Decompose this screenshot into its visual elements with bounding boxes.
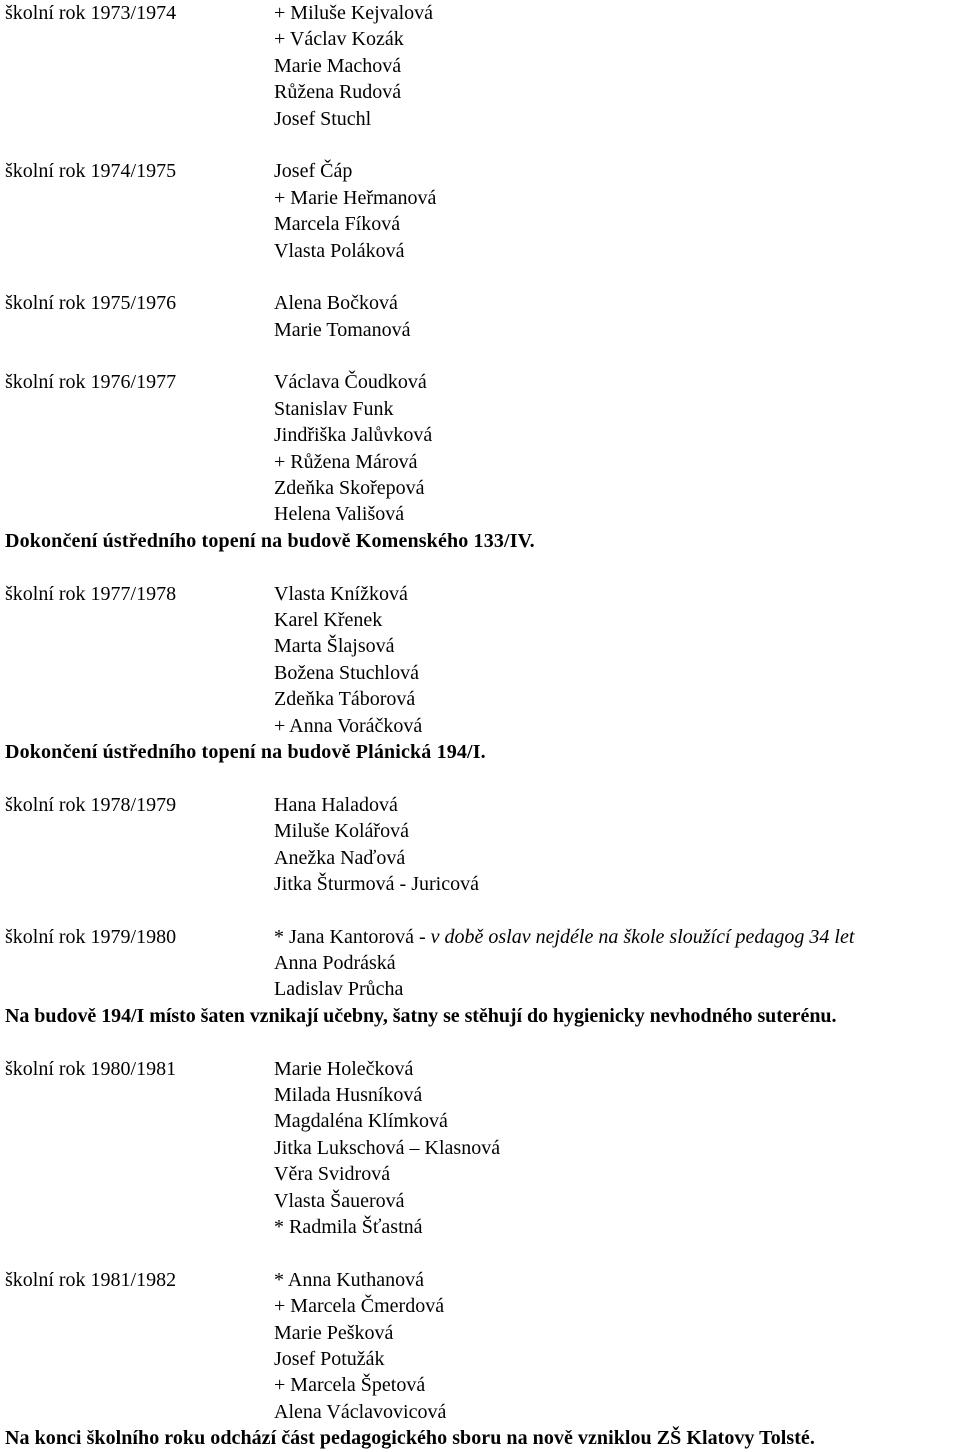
- event-note: Dokončení ústředního topení na budově Komenského 133/IV.: [5, 529, 535, 552]
- staff-name: Zdeňka Skořepová: [274, 477, 425, 500]
- school-year-label: školní rok 1980/1981: [5, 1057, 177, 1080]
- staff-list: [274, 924, 960, 1003]
- school-year-label: školní rok 1979/1980: [5, 925, 177, 948]
- school-year-label: školní rok 1976/1977: [5, 371, 177, 394]
- staff-name: * Radmila Šťastná: [274, 1215, 423, 1238]
- staff-name: Božena Stuchlová: [274, 661, 419, 684]
- event-note: Dokončení ústředního topení na budově Plánická 194/I.: [5, 740, 486, 763]
- school-year-label: školní rok 1978/1979: [5, 793, 177, 816]
- staff-name: Josef Čáp: [274, 160, 353, 183]
- staff-name: Jindřiška Jalůvková: [274, 424, 433, 447]
- staff-name: Marcela Fíková: [274, 213, 401, 236]
- school-year-label: školní rok 1977/1978: [5, 582, 177, 605]
- staff-list: [274, 792, 960, 898]
- staff-name: Marie Tomanová: [274, 318, 411, 341]
- staff-name: * Jana Kantorová -: [274, 925, 431, 948]
- staff-list: [274, 369, 960, 527]
- school-year-block: [5, 0, 960, 132]
- school-year-block: [5, 1056, 960, 1241]
- staff-name: Václava Čoudková: [274, 371, 427, 394]
- staff-name: Anežka Naďová: [274, 846, 406, 869]
- staff-name: Růžena Rudová: [274, 81, 402, 104]
- staff-name: Anna Podráská: [274, 952, 396, 975]
- staff-name: Stanislav Funk: [274, 397, 394, 420]
- staff-name: Helena Vališová: [274, 503, 405, 526]
- school-year-label: školní rok 1981/1982: [5, 1268, 177, 1291]
- staff-list: [274, 1056, 960, 1241]
- staff-name: Josef Potužák: [274, 1347, 385, 1370]
- staff-list: [274, 1267, 960, 1425]
- staff-name: + Václav Kozák: [274, 28, 404, 51]
- blank-line: [5, 897, 960, 923]
- blank-line: [5, 765, 960, 791]
- staff-name: Marie Pešková: [274, 1321, 394, 1344]
- staff-name: Ladislav Průcha: [274, 978, 404, 1001]
- blank-line: [5, 554, 960, 580]
- staff-name: Hana Haladová: [274, 793, 398, 816]
- staff-list: [274, 290, 960, 343]
- staff-name: Josef Stuchl: [274, 107, 372, 130]
- staff-list: [274, 158, 960, 264]
- document-page: [5, 0, 960, 1451]
- event-note: Na budově 194/I místo šaten vznikají učebny, šatny se stěhují do hygienicky nevhodného suterénu.: [5, 1004, 837, 1027]
- staff-list: [274, 0, 960, 132]
- school-year-block: [5, 369, 960, 527]
- staff-name: + Marcela Špetová: [274, 1374, 426, 1397]
- staff-name: Vlasta Knížková: [274, 582, 408, 605]
- staff-name: Karel Křenek: [274, 608, 383, 631]
- school-year-label: školní rok 1973/1974: [5, 2, 177, 24]
- staff-name: + Marie Heřmanová: [274, 186, 437, 209]
- blank-line: [5, 264, 960, 290]
- blank-line: [5, 343, 960, 369]
- staff-name: Zdeňka Táborová: [274, 688, 416, 711]
- school-year-block: [5, 290, 960, 343]
- staff-name: * Anna Kuthanová: [274, 1268, 424, 1291]
- staff-name: + Marcela Čmerdová: [274, 1295, 445, 1318]
- staff-entry: [274, 924, 960, 950]
- staff-name: Marie Holečková: [274, 1057, 414, 1080]
- staff-remark: v době oslav nejdéle na škole sloužící pedagog 34 let: [430, 925, 855, 948]
- school-year-block: [5, 581, 960, 739]
- school-year-block: [5, 792, 960, 898]
- staff-name: Alena Václavovicová: [274, 1400, 447, 1423]
- staff-name: Miluše Kolářová: [274, 820, 409, 843]
- staff-name: + Anna Voráčková: [274, 714, 423, 737]
- staff-name: Alena Bočková: [274, 292, 398, 315]
- blank-line: [5, 132, 960, 158]
- staff-list: [274, 581, 960, 739]
- staff-name: Milada Husníková: [274, 1084, 423, 1107]
- staff-name: Vlasta Šauerová: [274, 1189, 405, 1212]
- school-year-block: [5, 1267, 960, 1425]
- staff-name: Marta Šlajsová: [274, 635, 395, 658]
- blank-line: [5, 1029, 960, 1055]
- staff-name: Marie Machová: [274, 54, 402, 77]
- staff-name: + Růžena Márová: [274, 450, 418, 473]
- school-year-block: [5, 158, 960, 264]
- school-year-label: školní rok 1975/1976: [5, 292, 177, 315]
- staff-name: Věra Svidrová: [274, 1163, 391, 1186]
- staff-name: Magdaléna Klímková: [274, 1110, 448, 1133]
- school-year-block: [5, 924, 960, 1003]
- blank-line: [5, 1240, 960, 1266]
- event-note: Na konci školního roku odchází část pedagogického sboru na nově vzniklou ZŠ Klatovy Tolsté.: [5, 1427, 815, 1450]
- staff-name: Jitka Šturmová - Juricová: [274, 872, 479, 895]
- staff-name: Jitka Lukschová – Klasnová: [274, 1136, 501, 1159]
- staff-name: Vlasta Poláková: [274, 239, 405, 262]
- staff-name: + Miluše Kejvalová: [274, 2, 434, 24]
- school-year-label: školní rok 1974/1975: [5, 160, 177, 183]
